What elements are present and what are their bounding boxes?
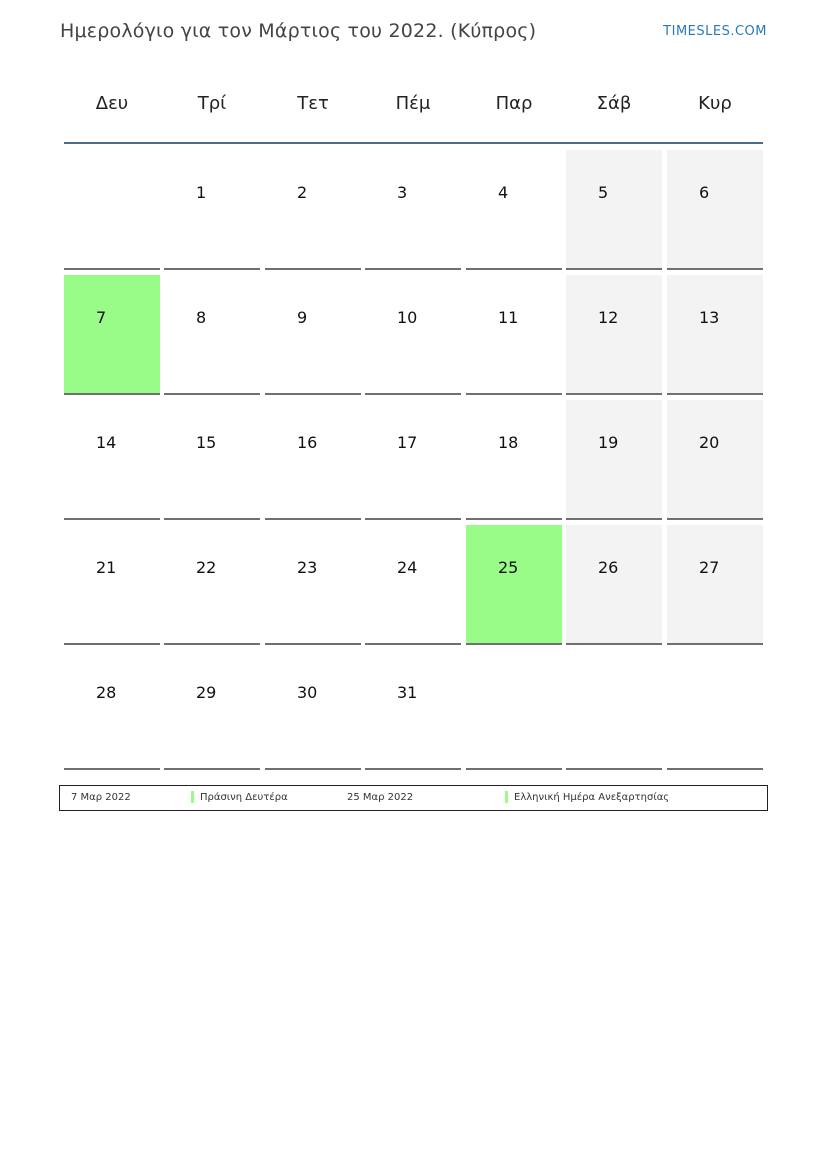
day-number: 13 xyxy=(699,308,720,327)
day-cell xyxy=(164,650,260,770)
empty-day-cell xyxy=(667,650,763,770)
brand-link[interactable]: TIMESLES.COM xyxy=(663,24,767,39)
day-cell xyxy=(365,150,461,270)
day-cell xyxy=(265,150,361,270)
legend-holiday-name: Πράσινη Δευτέρα xyxy=(200,792,288,803)
day-number: 5 xyxy=(598,183,609,202)
holiday-legend xyxy=(59,785,768,811)
day-cell xyxy=(566,275,662,395)
day-cell xyxy=(667,275,763,395)
day-number: 31 xyxy=(397,683,418,702)
day-cell xyxy=(64,275,160,395)
day-cell xyxy=(566,150,662,270)
weekday-label: Τρί xyxy=(197,93,227,114)
day-number: 29 xyxy=(196,683,217,702)
day-number: 22 xyxy=(196,558,217,577)
day-cell xyxy=(466,525,562,645)
day-number: 21 xyxy=(96,558,117,577)
day-cell xyxy=(265,400,361,520)
day-cell xyxy=(365,525,461,645)
day-cell xyxy=(365,275,461,395)
weekday-label: Σάβ xyxy=(596,93,632,114)
day-cell xyxy=(667,400,763,520)
day-cell xyxy=(64,400,160,520)
empty-day-cell xyxy=(566,650,662,770)
day-number: 15 xyxy=(196,433,217,452)
day-number: 6 xyxy=(699,183,710,202)
weekday-label: Παρ xyxy=(495,93,533,114)
legend-date: 25 Μαρ 2022 xyxy=(347,792,414,803)
day-number: 14 xyxy=(96,433,117,452)
weekday-label: Πέμ xyxy=(395,93,431,114)
day-number: 3 xyxy=(397,183,408,202)
legend-color-marker xyxy=(191,791,194,803)
day-cell xyxy=(164,525,260,645)
day-number: 17 xyxy=(397,433,418,452)
day-cell xyxy=(265,650,361,770)
day-number: 1 xyxy=(196,183,207,202)
day-cell xyxy=(64,525,160,645)
weekday-label: Τετ xyxy=(297,93,329,114)
day-number: 18 xyxy=(498,433,519,452)
day-number: 9 xyxy=(297,308,308,327)
day-cell xyxy=(466,275,562,395)
day-number: 11 xyxy=(498,308,519,327)
day-cell xyxy=(365,400,461,520)
day-cell xyxy=(265,275,361,395)
day-cell xyxy=(466,150,562,270)
day-number: 10 xyxy=(397,308,418,327)
weekday-label: Δευ xyxy=(95,93,129,114)
day-number: 28 xyxy=(96,683,117,702)
day-number: 19 xyxy=(598,433,619,452)
day-number: 8 xyxy=(196,308,207,327)
calendar-grid xyxy=(64,150,763,770)
day-number: 26 xyxy=(598,558,619,577)
day-number: 24 xyxy=(397,558,418,577)
day-number: 12 xyxy=(598,308,619,327)
day-cell xyxy=(365,650,461,770)
day-cell xyxy=(64,650,160,770)
day-number: 30 xyxy=(297,683,318,702)
empty-day-cell xyxy=(466,650,562,770)
page-title: Ημερολόγιο για τον Μάρτιος του 2022. (Κύπρος) xyxy=(60,20,537,42)
empty-day-cell xyxy=(64,150,160,270)
day-number: 23 xyxy=(297,558,318,577)
legend-date: 7 Μαρ 2022 xyxy=(71,792,131,803)
day-cell xyxy=(164,400,260,520)
day-number: 16 xyxy=(297,433,318,452)
day-cell xyxy=(466,400,562,520)
header-divider xyxy=(64,142,763,144)
weekday-header xyxy=(64,80,763,128)
day-number: 27 xyxy=(699,558,720,577)
day-cell xyxy=(667,150,763,270)
day-cell xyxy=(667,525,763,645)
day-cell xyxy=(566,400,662,520)
day-cell xyxy=(164,275,260,395)
legend-color-marker xyxy=(505,791,508,803)
day-number: 25 xyxy=(498,558,519,577)
day-cell xyxy=(265,525,361,645)
day-number: 7 xyxy=(96,308,107,327)
day-number: 20 xyxy=(699,433,720,452)
legend-holiday-name: Ελληνική Ημέρα Ανεξαρτησίας xyxy=(514,792,670,803)
day-cell xyxy=(164,150,260,270)
day-cell xyxy=(566,525,662,645)
day-number: 4 xyxy=(498,183,509,202)
day-number: 2 xyxy=(297,183,308,202)
weekday-label: Κυρ xyxy=(698,93,732,114)
